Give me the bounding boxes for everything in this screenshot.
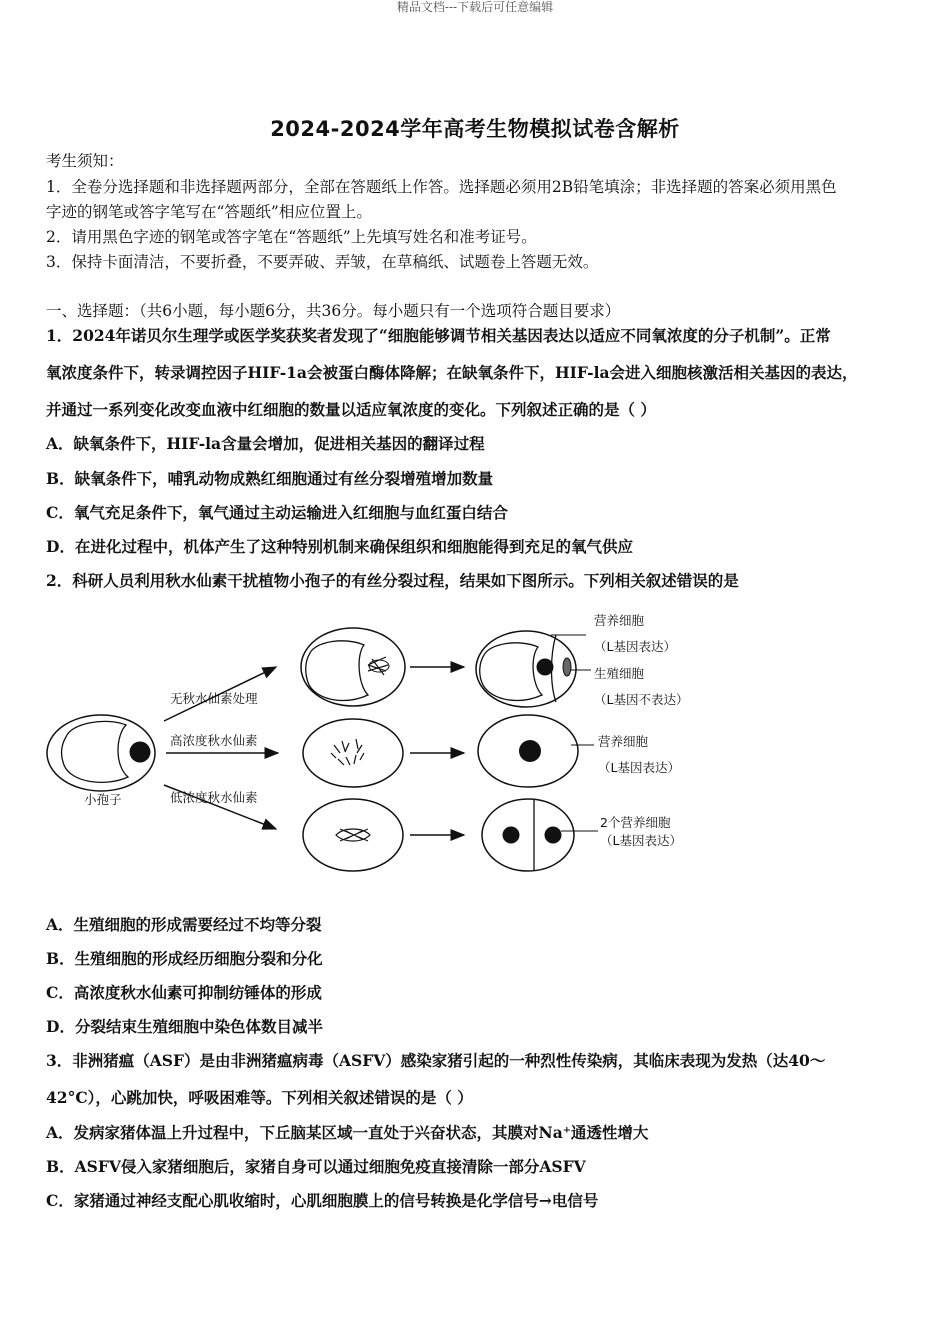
dividing-cell-normal xyxy=(301,628,405,706)
microspore-label: 小孢子 xyxy=(84,792,122,807)
generative-cell-note: （L基因不表达） xyxy=(594,692,689,707)
notice-item: 字迹的钢笔或答字笔写在“答题纸”相应位置上。 xyxy=(46,203,372,221)
q2-option-b: B．生殖细胞的形成经历细胞分裂和分化 xyxy=(46,949,323,968)
vegetative-cell-note: （L基因表达） xyxy=(594,639,676,654)
q2-figure xyxy=(46,605,726,889)
q3-option-c: C．家猪通过神经支配心肌收缩时，心肌细胞膜上的信号转换是化学信号→电信号 xyxy=(46,1191,599,1210)
condition-high: 高浓度秋水仙素 xyxy=(170,733,258,748)
notice-heading: 考生须知： xyxy=(46,152,124,170)
q2-option-d: D．分裂结束生殖细胞中染色体数目减半 xyxy=(46,1017,323,1036)
notice-item: 2．请用黑色字迹的钢笔或答字笔在“答题纸”上先填写姓名和准考证号。 xyxy=(46,228,537,246)
cell-two-vegetative xyxy=(482,799,574,871)
pollen-two-cell xyxy=(476,631,576,707)
page-header: 精品文档---下载后可任意编辑 xyxy=(396,0,554,14)
q1-option-d: D．在进化过程中，机体产生了这种特别机制来确保组织和细胞能得到充足的氧气供应 xyxy=(46,537,633,556)
q1-stem: 氧浓度条件下，转录调控因子HIF-1a会被蛋白酶体降解；在缺氧条件下，HIF-la会进入细胞核激活相关基因的表达， xyxy=(46,363,858,382)
q3-option-b: B．ASFV侵入家猪细胞后，家猪自身可以通过细胞免疫直接清除一部分ASFV xyxy=(46,1157,586,1176)
q3-stem: 3．非洲猪瘟（ASF）是由非洲猪瘟病毒（ASFV）感染家猪引起的一种烈性传染病，其临床表现为发热（达40～ xyxy=(46,1051,826,1070)
two-vegetative-note: （L基因表达） xyxy=(600,833,682,848)
q2-option-c: C．高浓度秋水仙素可抑制纺锤体的形成 xyxy=(46,983,322,1002)
notice-item: 1．全卷分选择题和非选择题两部分，全部在答题纸上作答。选择题必须用2B铅笔填涂；非选择题的答案必须用黑色 xyxy=(46,178,837,196)
q3-option-a: A．发病家猪体温上升过程中，下丘脑某区域一直处于兴奋状态，其膜对Na⁺通透性增大 xyxy=(46,1123,649,1142)
q1-option-a: A．缺氧条件下，HIF-la含量会增加，促进相关基因的翻译过程 xyxy=(46,434,485,453)
page-title: 2024-2024学年高考生物模拟试卷含解析 xyxy=(270,117,680,141)
q2-stem: 2．科研人员利用秋水仙素干扰植物小孢子的有丝分裂过程，结果如下图所示。下列相关叙述错误的是 xyxy=(46,571,739,590)
two-vegetative-label: 2个营养细胞 xyxy=(600,815,671,830)
notice-item: 3．保持卡面清洁，不要折叠，不要弄破、弄皱，在草稿纸、试题卷上答题无效。 xyxy=(46,253,599,271)
section-heading: 一、选择题：（共6小题，每小题6分，共36分。每小题只有一个选项符合题目要求） xyxy=(46,302,621,320)
generative-cell-label: 生殖细胞 xyxy=(594,666,645,681)
cell-high-colchicine xyxy=(303,719,403,787)
condition-none: 无秋水仙素处理 xyxy=(170,691,258,706)
microspore-cell xyxy=(47,715,155,791)
cell-single-vegetative xyxy=(478,715,578,787)
q1-option-b: B．缺氧条件下，哺乳动物成熟红细胞通过有丝分裂增殖增加数量 xyxy=(46,469,494,488)
vegetative-cell-label: 营养细胞 xyxy=(594,613,645,628)
q2-option-a: A．生殖细胞的形成需要经过不均等分裂 xyxy=(46,915,322,934)
vegetative-cell-note: （L基因表达） xyxy=(598,760,680,775)
cell-low-colchicine xyxy=(303,799,403,871)
q1-stem: 并通过一系列变化改变血液中红细胞的数量以适应氧浓度的变化。下列叙述正确的是（ ） xyxy=(46,400,656,419)
q1-stem: 1．2024年诺贝尔生理学或医学奖获奖者发现了“细胞能够调节相关基因表达以适应不同氧浓度的分子机制”。正常 xyxy=(46,326,831,345)
q3-stem: 42°C），心跳加快，呼吸困难等。下列相关叙述错误的是（ ） xyxy=(46,1088,473,1107)
vegetative-cell-label: 营养细胞 xyxy=(598,734,649,749)
q1-option-c: C．氧气充足条件下，氧气通过主动运输进入红细胞与血红蛋白结合 xyxy=(46,503,508,522)
condition-low: 低浓度秋水仙素 xyxy=(170,790,258,805)
